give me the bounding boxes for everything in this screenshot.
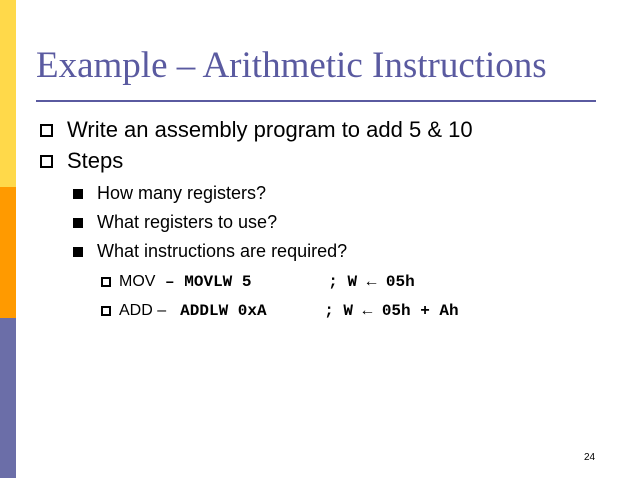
bullet-text: Steps — [67, 148, 124, 173]
left-arrow-icon: ← — [366, 273, 377, 291]
sub-bullet-text: What instructions are required? — [97, 241, 348, 261]
slide-title: Example – Arithmetic Instructions — [36, 45, 547, 86]
hollow-square-bullet-icon — [40, 124, 53, 137]
instruction-label: ADD – — [119, 302, 171, 319]
sub-bullet-text: What registers to use? — [97, 212, 278, 232]
code-line-item — [101, 302, 459, 320]
sub-bullet-item — [73, 241, 347, 262]
left-accent-bar-yellow — [0, 0, 16, 187]
filled-square-bullet-icon — [73, 189, 83, 199]
bullet-item — [40, 148, 123, 174]
left-accent-bar-purple — [0, 318, 16, 478]
hollow-square-bullet-icon — [101, 306, 111, 316]
instruction-code: ADDLW 0xA ; W — [170, 302, 363, 320]
instruction-code: – MOVLW 5 ; W — [155, 273, 367, 291]
bullet-text: Write an assembly program to add 5 & 10 — [67, 117, 473, 142]
page-number: 24 — [584, 452, 596, 463]
filled-square-bullet-icon — [73, 218, 83, 228]
hollow-square-bullet-icon — [101, 277, 111, 287]
instruction-result: 05h — [376, 273, 415, 291]
title-underline — [36, 100, 596, 102]
code-line-item — [101, 273, 415, 291]
instruction-label: MOV — [119, 273, 156, 290]
sub-bullet-item — [73, 183, 266, 204]
left-accent-bar-orange — [0, 187, 16, 318]
left-arrow-icon: ← — [362, 302, 373, 320]
hollow-square-bullet-icon — [40, 155, 53, 168]
filled-square-bullet-icon — [73, 247, 83, 257]
bullet-item — [40, 117, 473, 143]
instruction-result: 05h + Ah — [372, 302, 459, 320]
sub-bullet-text: How many registers? — [97, 183, 267, 203]
sub-bullet-item — [73, 212, 277, 233]
